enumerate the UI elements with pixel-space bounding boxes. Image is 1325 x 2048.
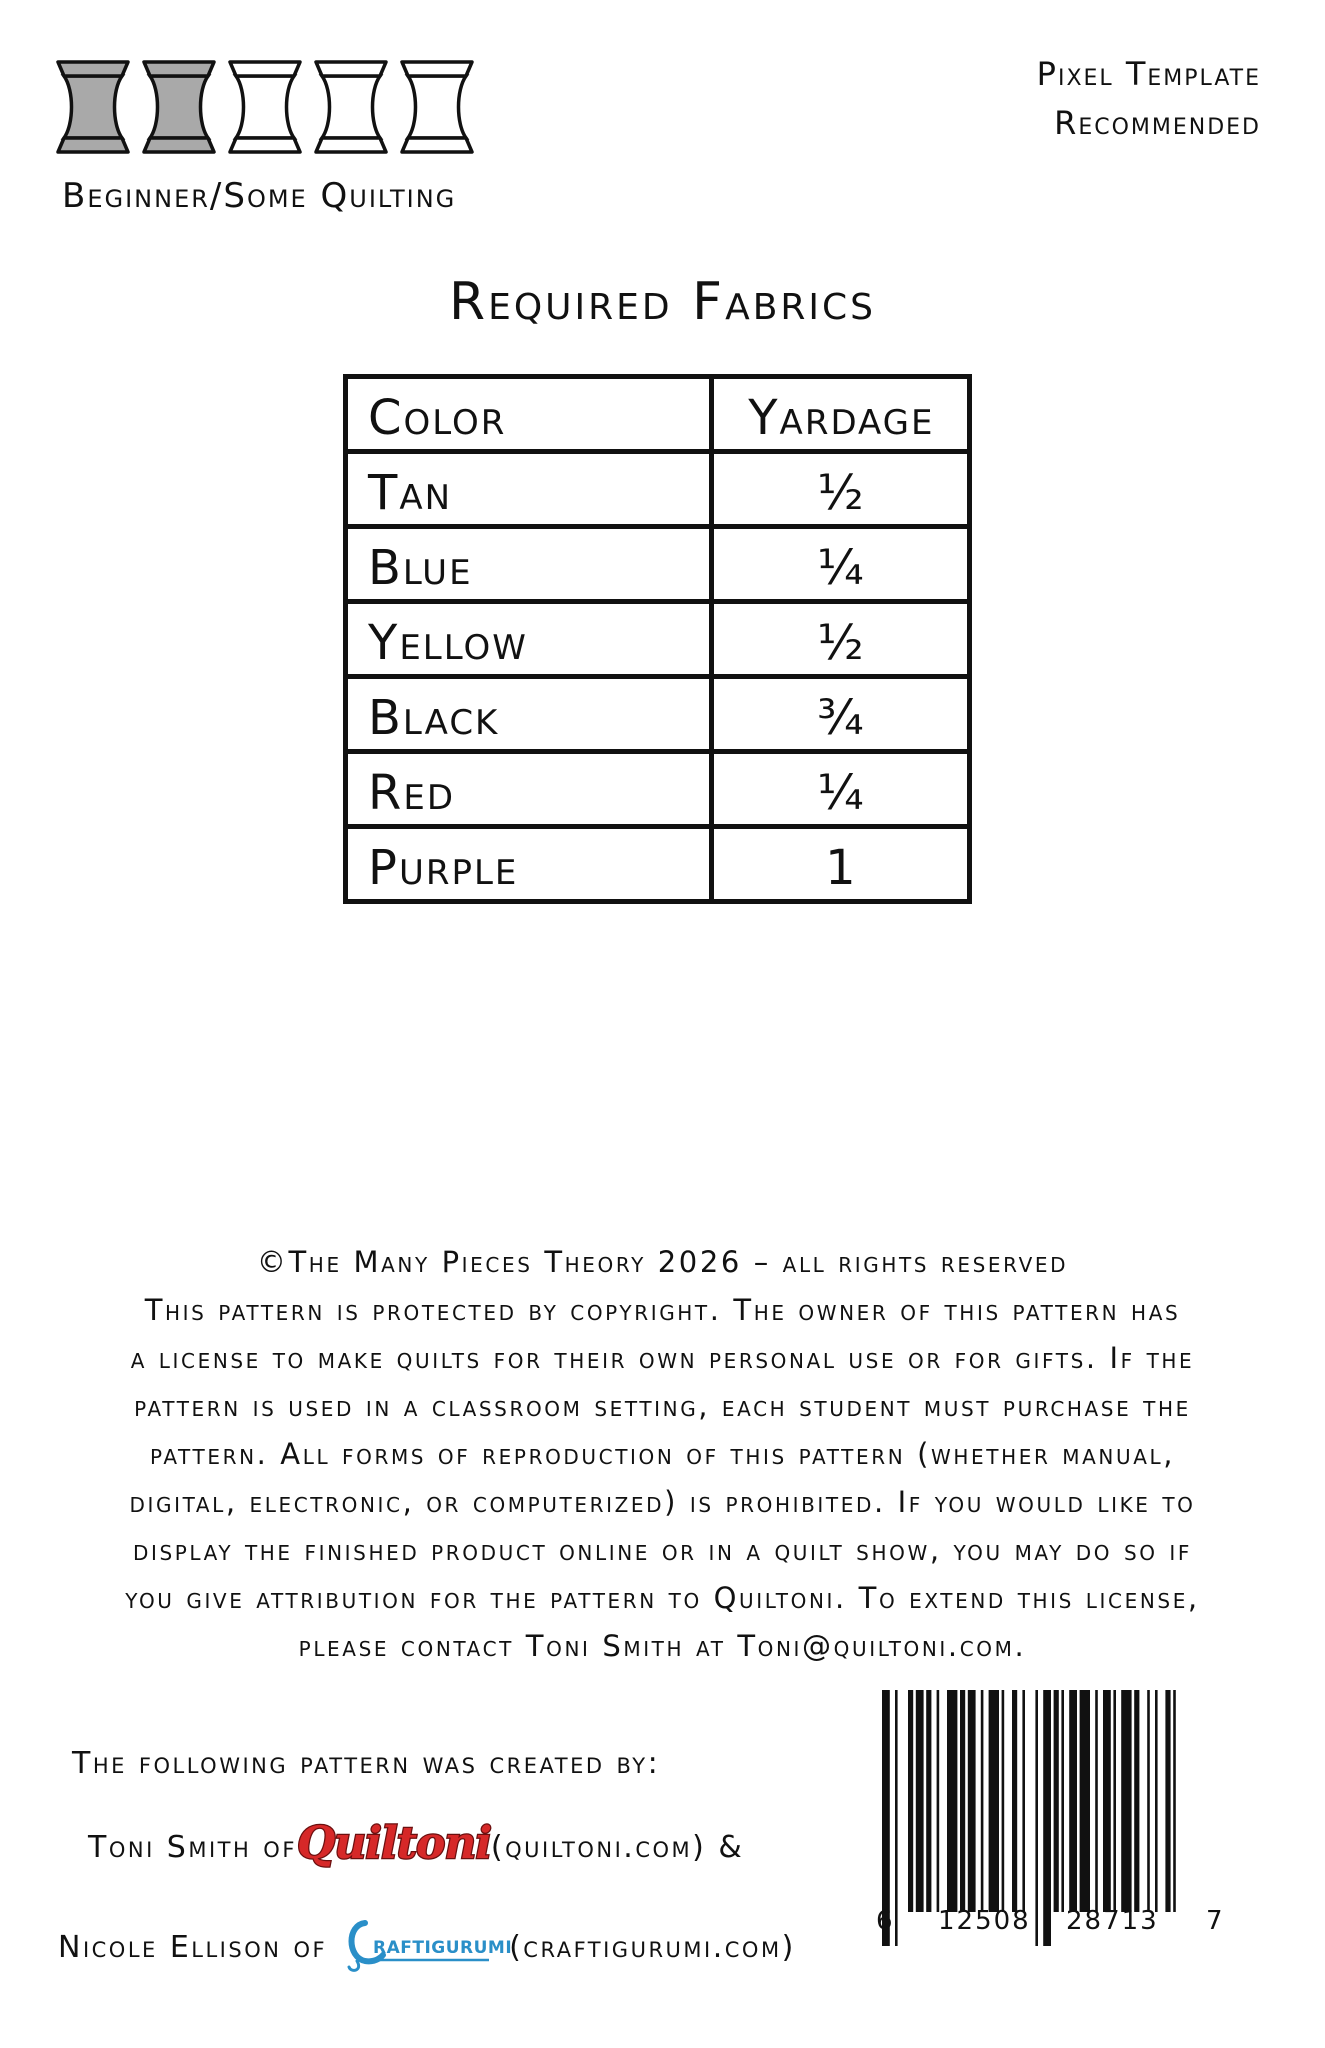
credit-nicole-prefix: Nicole Ellison of <box>58 1929 328 1965</box>
fabric-color: Yellow <box>346 602 712 677</box>
credits-intro: The following pattern was created by: <box>72 1746 661 1781</box>
credit-toni-suffix: (quiltoni.com) & <box>490 1829 745 1865</box>
table-row <box>346 602 970 677</box>
table-row <box>346 527 970 602</box>
copyright-line: pattern is used in a classroom setting, each student must purchase the <box>134 1389 1191 1423</box>
fabric-color: Purple <box>346 827 712 902</box>
spool-empty-icon <box>316 62 386 152</box>
copyright-line: you give attribution for the pattern to Quiltoni. To extend this license, <box>125 1581 1200 1615</box>
column-header-color: Color <box>346 377 712 452</box>
credit-nicole-suffix: (craftigurumi.com) <box>509 1929 796 1965</box>
spool-filled-icon <box>144 62 214 152</box>
barcode-digit-first: 6 <box>876 1906 895 1936</box>
credit-toni-prefix: Toni Smith of <box>88 1829 297 1865</box>
credit-nicole <box>58 1912 796 1982</box>
fabric-yardage: ¾ <box>711 677 969 752</box>
fabric-color: Blue <box>346 527 712 602</box>
fabric-yardage: ¼ <box>711 752 969 827</box>
difficulty-spools <box>52 56 492 158</box>
copyright-line: a license to make quilts for their own personal use or for gifts. If the <box>130 1341 1195 1375</box>
fabric-yardage: ¼ <box>711 527 969 602</box>
table-row <box>346 677 970 752</box>
spool-empty-icon <box>230 62 300 152</box>
copyright-line: ©The Many Pieces Theory 2026 – all rights reserved <box>256 1245 1069 1279</box>
table-row <box>346 752 970 827</box>
table-header-row <box>346 377 970 452</box>
quiltoni-logo <box>296 1811 491 1883</box>
spool-filled-icon <box>58 62 128 152</box>
barcode <box>872 1690 1232 1950</box>
fabric-table <box>343 374 972 904</box>
fabric-yardage: 1 <box>711 827 969 902</box>
copyright-line: digital, electronic, or computerized) is prohibited. If you would like to <box>129 1485 1196 1519</box>
template-note-line2: Recommended <box>1054 104 1261 142</box>
credit-toni <box>88 1812 744 1882</box>
copyright-line: This pattern is protected by copyright. The owner of this pattern has <box>144 1293 1181 1327</box>
copyright-line: display the finished product online or in a quilt show, you may do so if <box>132 1533 1193 1567</box>
fabric-color: Black <box>346 677 712 752</box>
barcode-group-left: 12508 <box>938 1906 1031 1936</box>
table-row <box>346 452 970 527</box>
column-header-yardage: Yardage <box>711 377 969 452</box>
barcode-group-right: 28713 <box>1066 1906 1159 1936</box>
template-note-line1: Pixel Template <box>1036 55 1261 93</box>
barcode-digit-last: 7 <box>1206 1906 1225 1936</box>
fabric-color: Red <box>346 752 712 827</box>
copyright-line: pattern. All forms of reproduction of this pattern (whether manual, <box>149 1437 1176 1471</box>
copyright-notice <box>30 1238 1295 1670</box>
fabrics-title: Required Fabrics <box>448 272 877 332</box>
difficulty-label: Beginner/Some Quilting <box>62 176 457 216</box>
fabric-yardage: ½ <box>711 602 969 677</box>
fabric-yardage: ½ <box>711 452 969 527</box>
svg-text:RAFTIGURUMI: RAFTIGURUMI <box>373 1938 513 1958</box>
template-note <box>1037 50 1261 148</box>
table-row <box>346 827 970 902</box>
svg-text:Quiltoni: Quiltoni <box>296 1818 491 1869</box>
copyright-line: please contact Toni Smith at Toni@quiltoni.com. <box>298 1629 1027 1663</box>
craftigurumi-logo <box>343 1911 513 1983</box>
spool-empty-icon <box>402 62 472 152</box>
fabric-color: Tan <box>346 452 712 527</box>
